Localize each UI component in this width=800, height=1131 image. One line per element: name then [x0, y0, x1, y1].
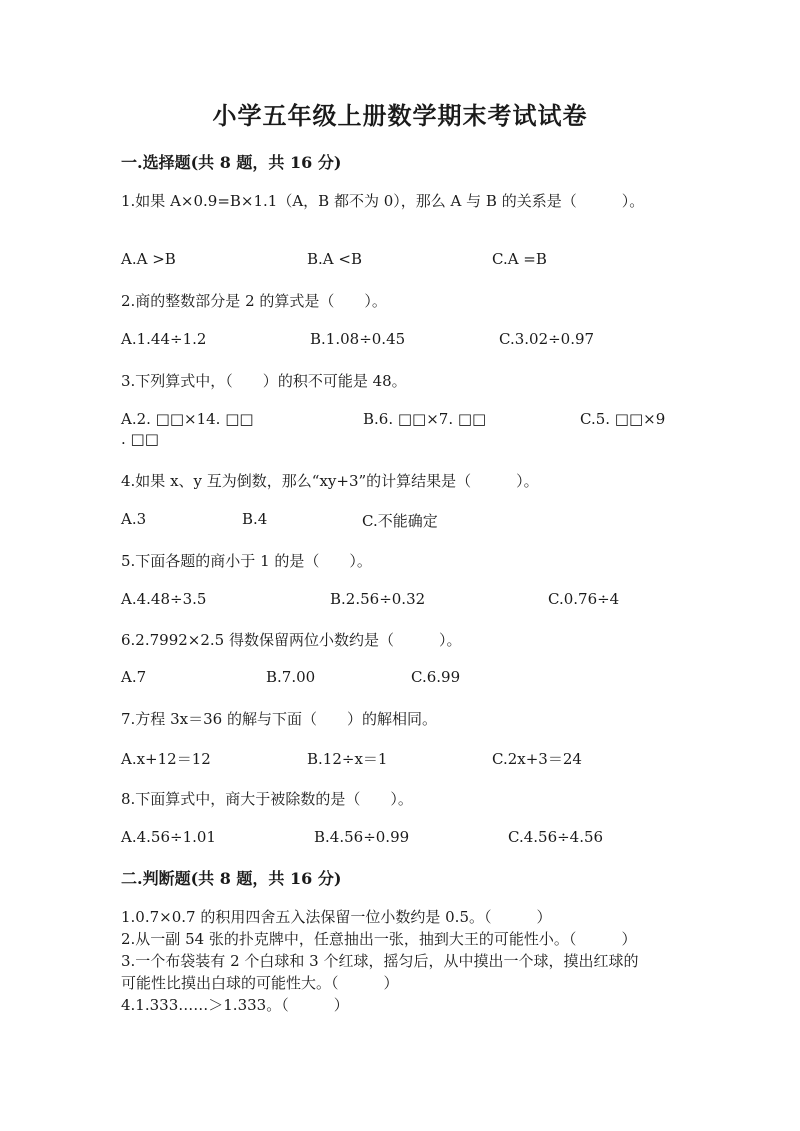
question-stem-2: 2.商的整数部分是 2 的算式是（ ）。 — [121, 292, 387, 310]
question-stem-1: 1.如果 A×0.9=B×1.1（A，B 都不为 0），那么 A 与 B 的关系是（ ）。 — [121, 192, 645, 210]
judge-line-1: 1.0.7×0.7 的积用四舍五入法保留一位小数约是 0.5。（ ） — [121, 908, 552, 926]
option-3c: C.5. □□×9 — [580, 410, 666, 428]
question-stem-7: 7.方程 3x＝36 的解与下面（ ）的解相同。 — [121, 710, 437, 728]
question-stem-5: 5.下面各题的商小于 1 的是（ ）。 — [121, 552, 372, 570]
option-4a: A.3 — [121, 510, 147, 528]
option-2a: A.1.44÷1.2 — [121, 330, 207, 348]
option-7a: A.x+12＝12 — [121, 750, 211, 768]
option-2b: B.1.08÷0.45 — [310, 330, 406, 348]
option-1c: C.A =B — [492, 250, 547, 268]
judge-line-3: 3.一个布袋装有 2 个白球和 3 个红球，摇匀后，从中摸出一个球，摸出红球的 — [121, 952, 639, 970]
option-6c: C.6.99 — [411, 668, 461, 686]
option-8a: A.4.56÷1.01 — [121, 828, 216, 846]
question-stem-8: 8.下面算式中，商大于被除数的是（ ）。 — [121, 790, 413, 808]
option-1a: A.A >B — [121, 250, 176, 268]
question-stem-4: 4.如果 x、y 互为倒数，那么“xy+3”的计算结果是（ ）。 — [121, 472, 539, 490]
option-5b: B.2.56÷0.32 — [330, 590, 426, 608]
section-heading-judge: 二.判断题(共 8 题，共 16 分) — [121, 869, 342, 888]
option-1b: B.A <B — [307, 250, 362, 268]
option-2c: C.3.02÷0.97 — [499, 330, 595, 348]
option-5c: C.0.76÷4 — [548, 590, 620, 608]
option-6b: B.7.00 — [266, 668, 316, 686]
judge-line-2: 2.从一副 54 张的扑克牌中，任意抽出一张，抽到大王的可能性小。（ ） — [121, 930, 637, 948]
option-4b: B.4 — [242, 510, 268, 528]
option-5a: A.4.48÷3.5 — [121, 590, 207, 608]
option-3b: B.6. □□×7. □□ — [363, 410, 487, 428]
option-3a: A.2. □□×14. □□ — [121, 410, 254, 428]
option-6a: A.7 — [121, 668, 147, 686]
judge-line-4: 4.1.333……＞1.333。（ ） — [121, 996, 349, 1014]
page-title: 小学五年级上册数学期末考试试卷 — [212, 101, 588, 130]
option-8c: C.4.56÷4.56 — [508, 828, 604, 846]
option-7b: B.12÷x＝1 — [307, 750, 388, 768]
question-stem-6: 6.2.7992×2.5 得数保留两位小数约是（ ）。 — [121, 631, 462, 649]
judge-line-3-continued: 可能性比摸出白球的可能性大。（ ） — [121, 974, 399, 992]
section-heading-choice: 一.选择题(共 8 题，共 16 分) — [121, 153, 342, 172]
option-4c: C.不能确定 — [362, 512, 438, 530]
question-stem-3: 3.下列算式中，（ ）的积不可能是 48。 — [121, 372, 407, 390]
option-3c-continued: . □□ — [121, 430, 159, 448]
option-7c: C.2x+3＝24 — [492, 750, 582, 768]
option-8b: B.4.56÷0.99 — [314, 828, 410, 846]
